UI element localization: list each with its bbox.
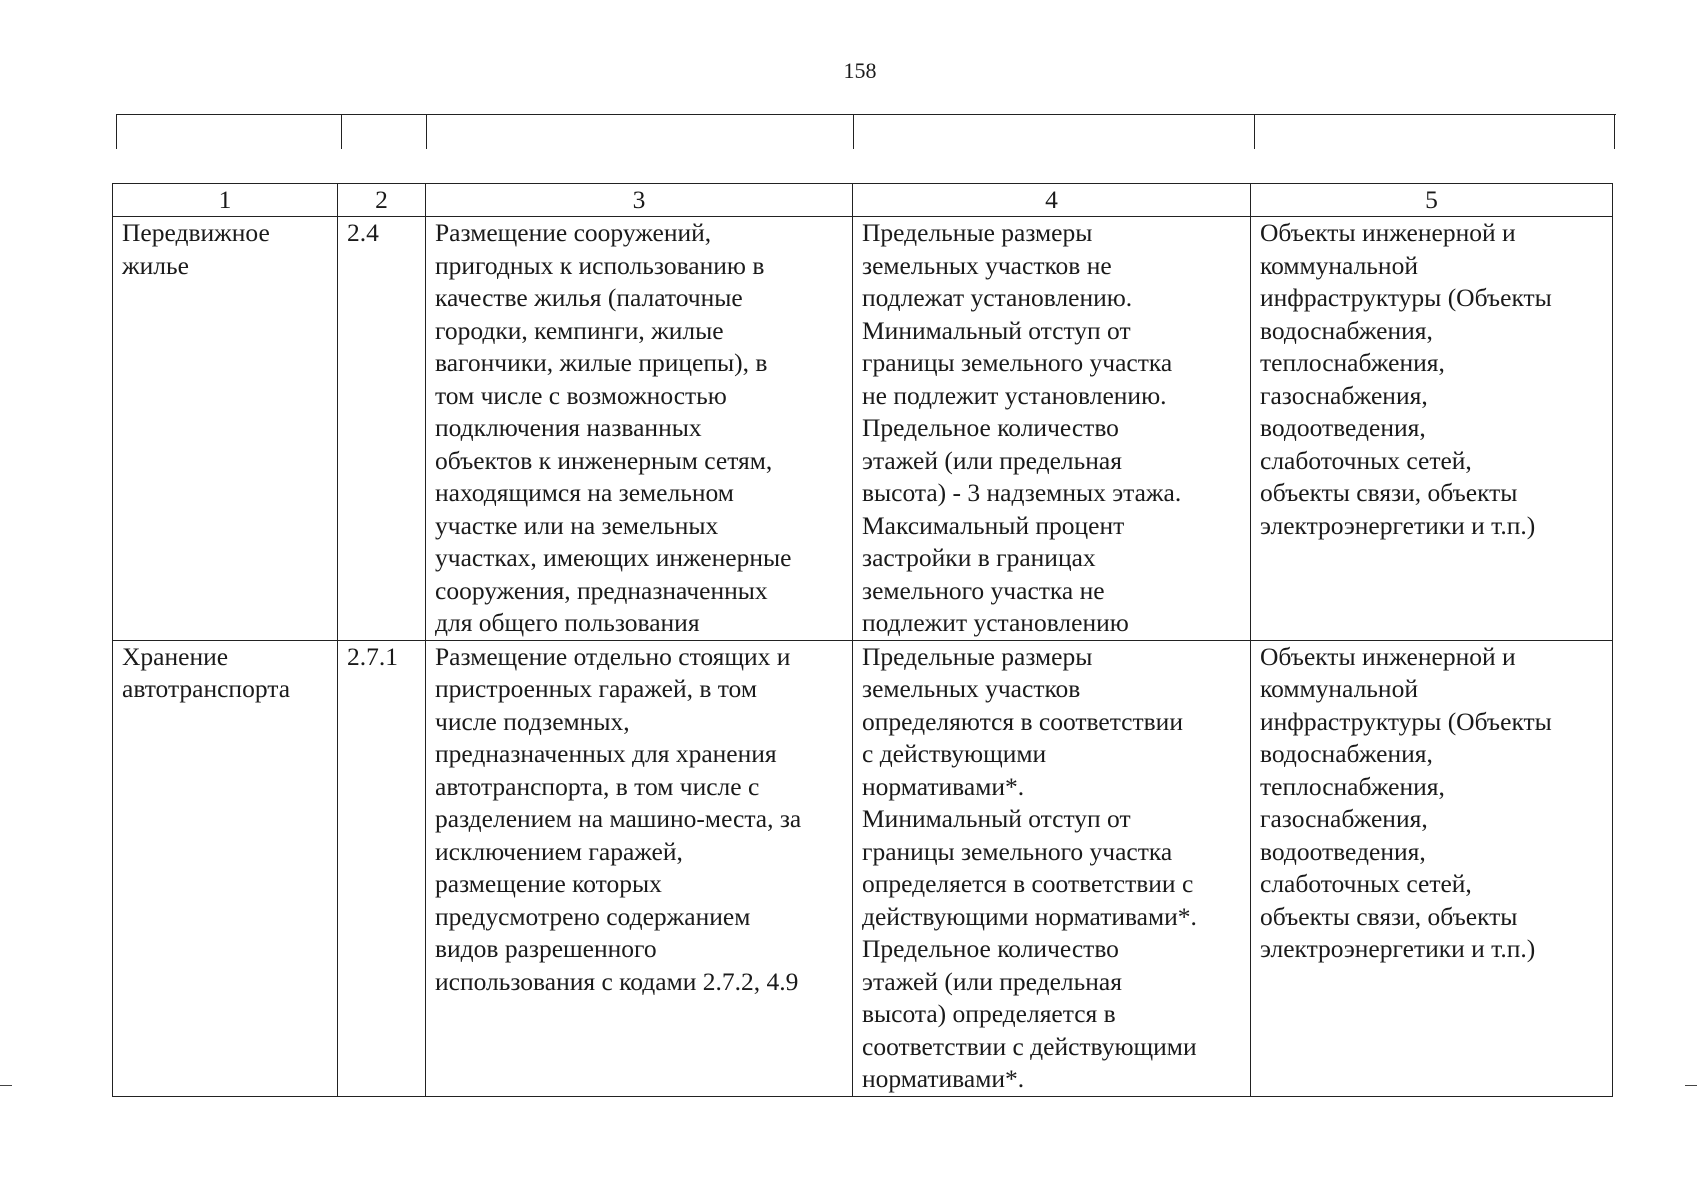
stub-divider bbox=[426, 115, 427, 149]
use-type-description bbox=[426, 217, 853, 641]
limit-parameters-text: Предельные размеры земельных участков определяются в соответствии с действующими нормативами*. Минимальный отступ от границы земельного участка определяется в соответствии с действующими нормативами*. Предельное количество этажей (или предельная высота) определяется в соответствии с действующими нормативами*. bbox=[862, 641, 1197, 1093]
page-number: 158 bbox=[843, 58, 877, 83]
use-type-code-text: 2.4 bbox=[347, 218, 379, 247]
auxiliary-uses-text: Объекты инженерной и коммунальной инфраструктуры (Объекты водоснабжения, теплоснабжения, газоснабжения, водоотведения, слаботочных сетей, объекты связи, объекты электроэнергетики и т.п.) bbox=[1260, 218, 1552, 540]
stub-divider bbox=[853, 115, 854, 149]
column-number: 1 bbox=[113, 184, 338, 217]
column-number: 3 bbox=[426, 184, 853, 217]
limit-parameters-text: Предельные размеры земельных участков не подлежат установлению. Минимальный отступ от границы земельного участка не подлежит установлению. Предельное количество этажей (или предельная высота) - 3 надземных этажа. Максимальный процент застройки в границах земельного участка не подлежит установлению bbox=[862, 218, 1182, 637]
use-type-code bbox=[338, 217, 426, 641]
use-type-code-text: 2.7.1 bbox=[347, 641, 398, 671]
use-type-code bbox=[338, 640, 426, 1096]
use-type-name bbox=[113, 217, 338, 641]
stub-divider bbox=[1254, 115, 1255, 149]
column-number-row bbox=[113, 184, 1613, 217]
use-type-name-text: Хранение автотранспорта bbox=[122, 641, 291, 703]
use-type-description-text: Размещение отдельно стоящих и пристроенных гаражей, в том числе подземных, предназначенных для хранения автотранспорта, в том числе с разделением на машино-места, за исключением гаражей, размещение которых предусмотрено содержанием видов разрешенного использования с кодами 2.7.2, 4.9 bbox=[435, 641, 802, 996]
table-header-stub bbox=[116, 114, 1616, 149]
margin-tick bbox=[0, 1085, 12, 1086]
table-row bbox=[113, 640, 1613, 1096]
auxiliary-uses-text: Объекты инженерной и коммунальной инфраструктуры (Объекты водоснабжения, теплоснабжения, газоснабжения, водоотведения, слаботочных сетей, объекты связи, объекты электроэнергетики и т.п.) bbox=[1260, 641, 1552, 963]
stub-divider bbox=[1614, 115, 1615, 149]
use-type-description-text: Размещение сооружений, пригодных к использованию в качестве жилья (палаточные городки, кемпинги, жилые вагончики, жилые прицепы), в том числе с возможностью подключения названных объектов к инженерным сетям, находящимся на земельном участке или на земельных участках, имеющих инженерные сооружения, предназначенных для общего пользования bbox=[435, 218, 792, 637]
column-number: 2 bbox=[338, 184, 426, 217]
use-type-name-text: Передвижное жилье bbox=[122, 218, 270, 280]
column-number: 5 bbox=[1251, 184, 1613, 217]
use-type-name bbox=[113, 640, 338, 1096]
column-number: 4 bbox=[853, 184, 1251, 217]
land-use-table bbox=[112, 183, 1613, 1097]
margin-tick bbox=[1685, 1085, 1697, 1086]
stub-divider bbox=[341, 115, 342, 149]
table-row bbox=[113, 217, 1613, 641]
limit-parameters bbox=[853, 640, 1251, 1096]
limit-parameters bbox=[853, 217, 1251, 641]
auxiliary-uses bbox=[1251, 640, 1613, 1096]
stub-divider bbox=[116, 115, 117, 149]
use-type-description bbox=[426, 640, 853, 1096]
auxiliary-uses bbox=[1251, 217, 1613, 641]
